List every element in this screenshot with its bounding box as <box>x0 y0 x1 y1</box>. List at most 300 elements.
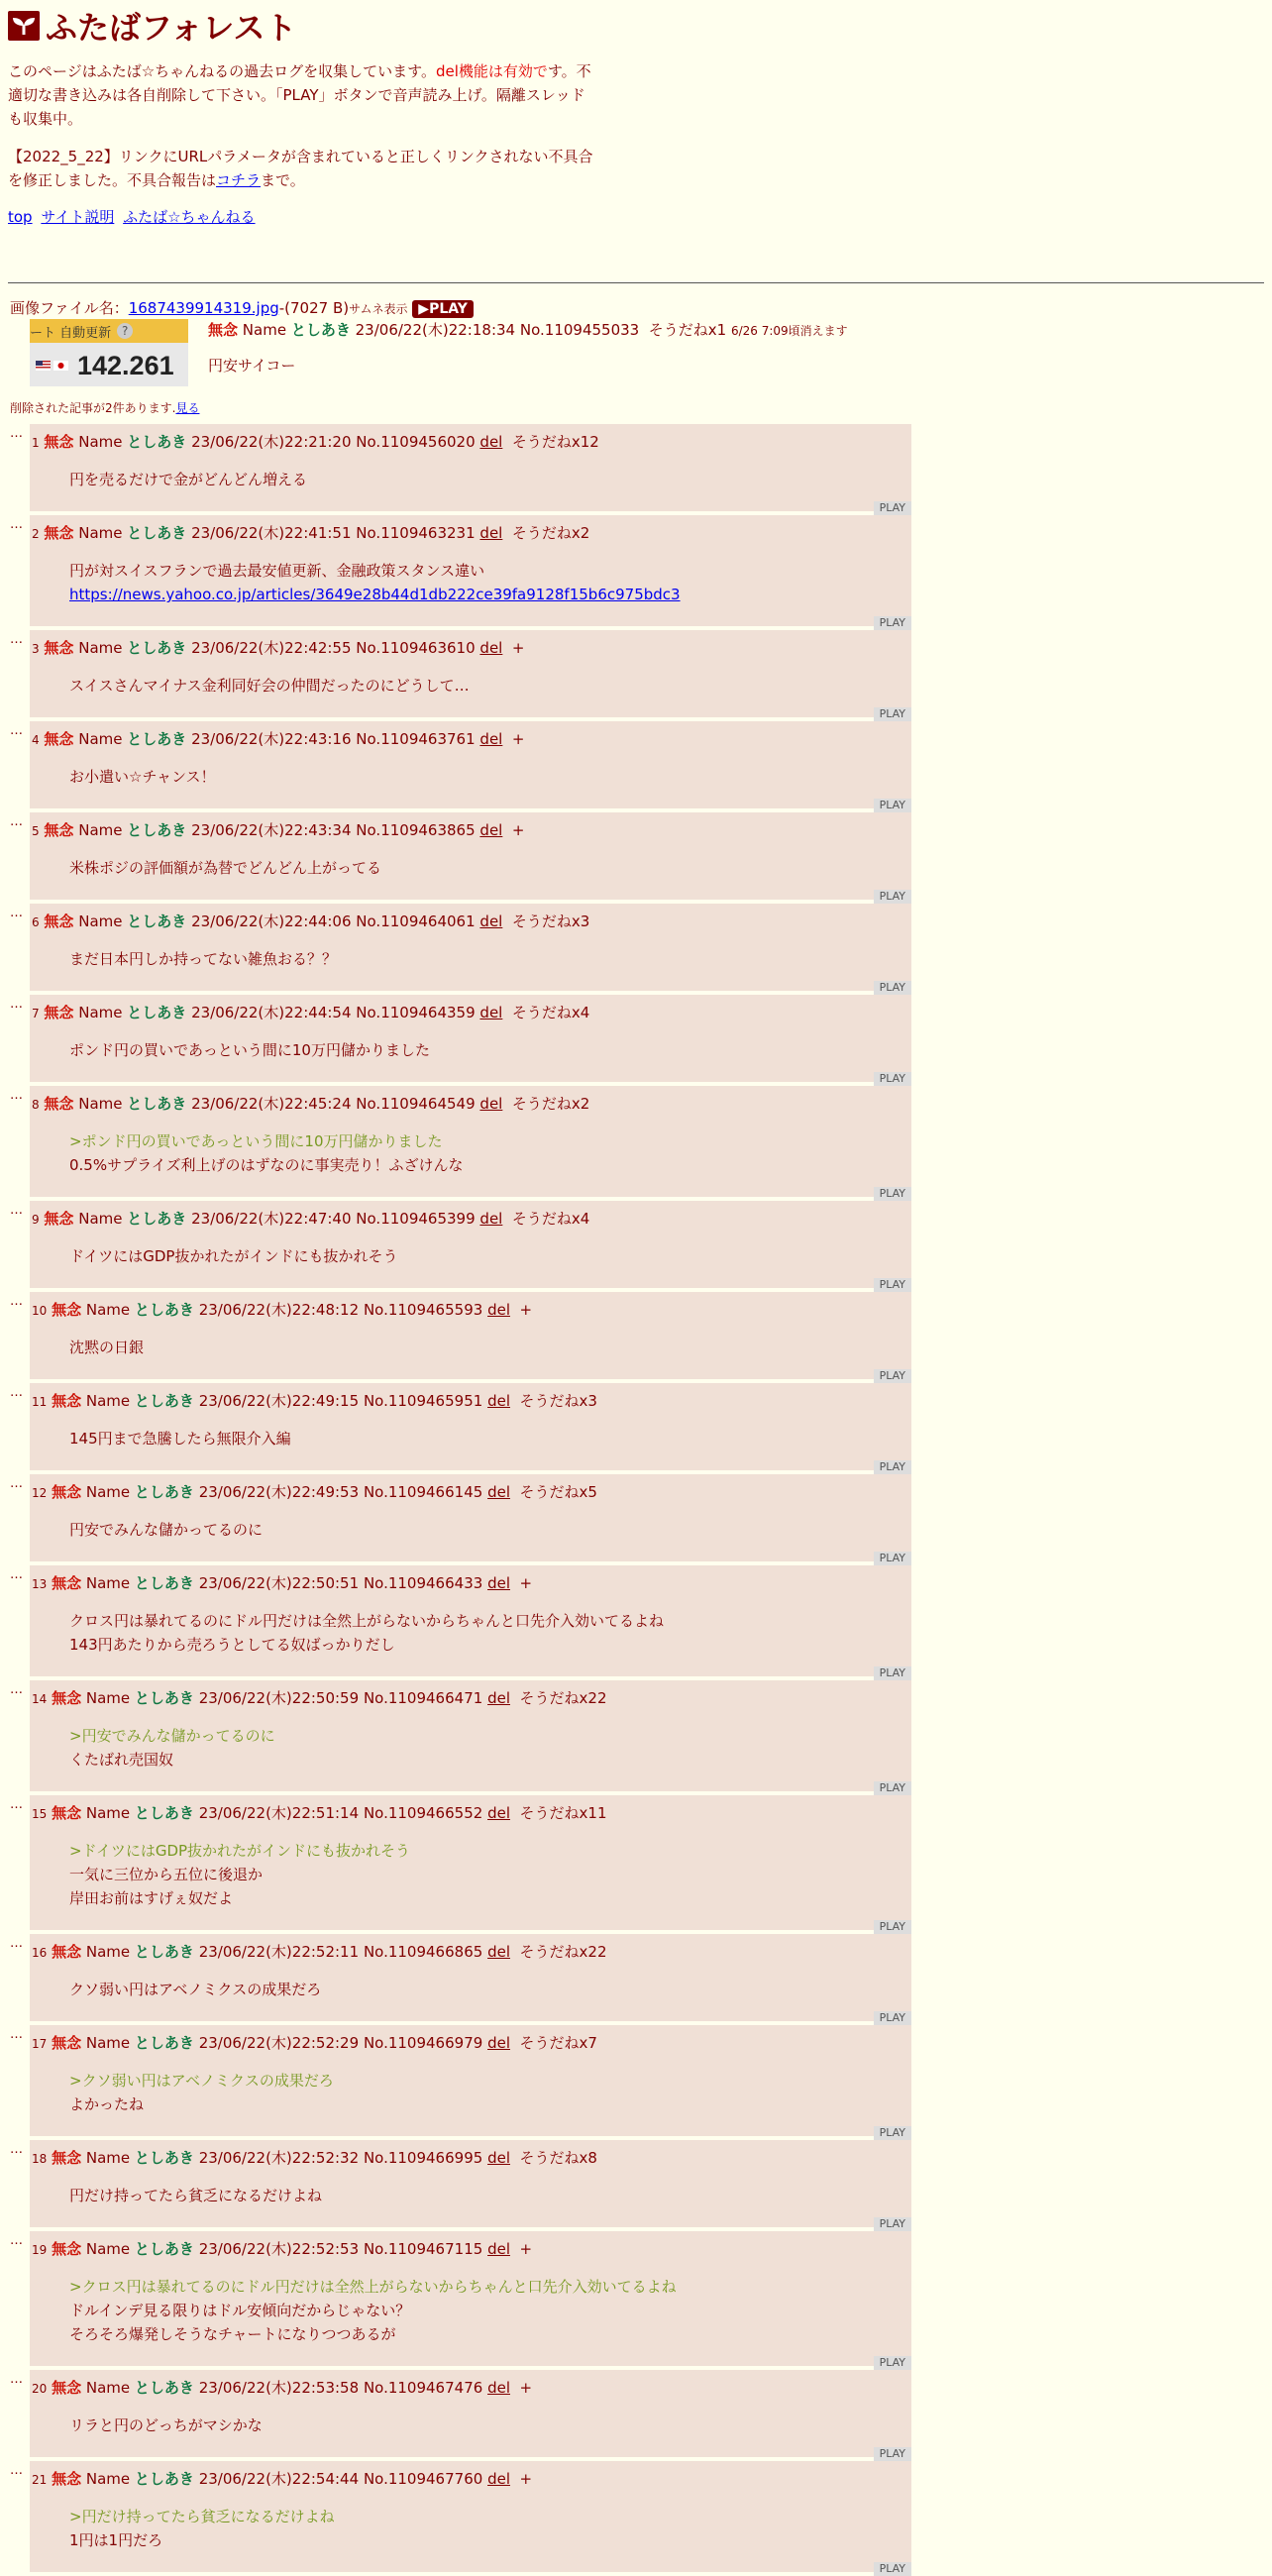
body-line: お小遣い☆チャンス！ <box>69 768 216 786</box>
reply-number: No.1109466865 <box>363 1943 483 1961</box>
sodane-button[interactable]: そうだねx8 <box>519 2149 597 2167</box>
del-link[interactable]: del <box>487 2379 510 2397</box>
reply-body <box>30 1709 911 1771</box>
reply-subject: 無念 <box>52 1943 82 1961</box>
reply-date: 23/06/22(木)22:54:44 <box>198 2470 360 2488</box>
body-line: スイスさんマイナス金利同好会の仲間だったのにどうして… <box>69 677 470 695</box>
reply-index: 1 <box>32 436 40 450</box>
body-line: ポンド円の買いであっという間に10万円儲かりました <box>69 1041 430 1059</box>
reply-play-row <box>30 1777 911 1794</box>
reply-number: No.1109467760 <box>363 2470 483 2488</box>
del-link[interactable]: del <box>479 1095 503 1113</box>
reply-name-label: Name <box>78 524 123 542</box>
del-link[interactable]: del <box>487 1574 510 1592</box>
play-button[interactable]: PLAY <box>874 1920 911 1934</box>
reply-name: としあき <box>127 730 187 748</box>
del-link[interactable]: del <box>479 433 503 451</box>
reply-header <box>30 912 911 932</box>
quote-line: >クソ弱い円はアベノミクスの成果だろ <box>69 2072 334 2090</box>
reply-play-row <box>30 2558 911 2575</box>
reply-subject: 無念 <box>52 2149 82 2167</box>
reply-subject: 無念 <box>52 1301 82 1319</box>
reply-menu-button[interactable]: … <box>10 517 23 532</box>
reply-header <box>30 2378 911 2399</box>
play-button[interactable]: PLAY <box>874 1781 911 1795</box>
reply-body <box>30 841 911 880</box>
reply-index: 8 <box>32 1098 40 1112</box>
reply-body <box>30 1824 911 1910</box>
reply-date: 23/06/22(木)22:52:29 <box>198 2034 360 2052</box>
reply-post <box>10 995 911 1085</box>
reply-date: 23/06/22(木)22:47:40 <box>191 1210 352 1228</box>
sodane-button[interactable]: そうだねx11 <box>519 1804 607 1822</box>
op-file-line <box>10 297 1272 317</box>
reply-body <box>30 1321 911 1359</box>
reply-menu-button[interactable]: … <box>10 1797 23 1812</box>
body-line: 沈黙の日銀 <box>69 1339 145 1356</box>
reply-date: 23/06/22(木)22:51:14 <box>198 1804 360 1822</box>
deleted-note <box>10 399 199 416</box>
reply-header <box>30 2148 911 2169</box>
play-button[interactable]: PLAY <box>874 616 911 630</box>
desc-text-a: このページはふたば☆ちゃんねるの過去ログを収集しています。 <box>8 62 436 80</box>
reply-play-row <box>30 2352 911 2369</box>
usdjpy-rate-widget <box>30 319 188 386</box>
desc-text-b: す。不適切な書き込みは各自削除して下さい。「PLAY」ボタンで音声読み上げ。隔離スレッドも収集中。 <box>8 62 591 128</box>
play-button[interactable]: PLAY <box>874 1187 911 1201</box>
reply-header <box>30 1942 911 1963</box>
desc-red-text: del機能は有効で <box>435 62 548 80</box>
play-button[interactable]: PLAY <box>874 707 911 721</box>
reply-date: 23/06/22(木)22:52:11 <box>198 1943 360 1961</box>
reply-subject: 無念 <box>52 2470 82 2488</box>
nav-top-link[interactable]: top <box>8 208 33 226</box>
reply-date: 23/06/22(木)22:50:51 <box>198 1574 360 1592</box>
play-button[interactable]: PLAY <box>874 1460 911 1474</box>
site-header <box>0 0 1272 227</box>
body-line: 岸田お前はすげぇ奴だよ <box>69 1889 234 1907</box>
reply-list <box>0 424 1272 2576</box>
reply-index: 21 <box>32 2473 48 2487</box>
del-link[interactable]: del <box>487 1689 510 1707</box>
reply-menu-button[interactable]: … <box>10 426 23 441</box>
reply-number: No.1109466552 <box>363 1804 483 1822</box>
sodane-button[interactable]: + <box>511 730 525 748</box>
reply-menu-button[interactable]: … <box>10 906 23 920</box>
reply-play-row <box>30 2213 911 2230</box>
reply-menu-button[interactable]: … <box>10 997 23 1012</box>
op-play-button[interactable]: ▶PLAY <box>412 300 474 318</box>
reply-header <box>30 523 911 544</box>
del-link[interactable]: del <box>487 1301 510 1319</box>
reply-index: 15 <box>32 1807 48 1821</box>
del-link[interactable]: del <box>479 912 503 930</box>
us-jp-flag-icon <box>36 358 69 376</box>
sodane-button[interactable]: そうだねx22 <box>519 1689 607 1707</box>
reply-name-label: Name <box>85 2034 131 2052</box>
reply-name: としあき <box>134 2470 194 2488</box>
sodane-button[interactable]: + <box>519 2379 533 2397</box>
play-button[interactable]: PLAY <box>874 1666 911 1680</box>
reply-date: 23/06/22(木)22:43:16 <box>191 730 352 748</box>
reply-name: としあき <box>134 2034 194 2052</box>
reply-index: 13 <box>32 1577 48 1591</box>
reply-header <box>30 729 911 750</box>
reply-header <box>30 2239 911 2260</box>
reply-play-row <box>30 2007 911 2024</box>
nav-futaba-link[interactable]: ふたば☆ちゃんねる <box>123 208 256 226</box>
body-line: 円が対スイスフランで過去最安値更新、金融政策スタンス違い <box>69 562 485 580</box>
body-line: クロス円は暴れてるのにドル円だけは全然上がらないからちゃんと口先介入効いてるよね <box>69 1612 665 1630</box>
reply-header <box>30 1300 911 1321</box>
quote-line: >ポンド円の買いであっという間に10万円儲かりました <box>69 1132 443 1150</box>
play-button[interactable]: PLAY <box>874 2011 911 2025</box>
reply-header <box>30 820 911 841</box>
del-link[interactable]: del <box>479 730 503 748</box>
reply-subject: 無念 <box>52 2240 82 2258</box>
reply-index: 12 <box>32 1486 48 1500</box>
reply-post <box>10 2370 911 2460</box>
reply-index: 4 <box>32 733 40 747</box>
reply-header <box>30 2033 911 2054</box>
del-link[interactable]: del <box>487 2149 510 2167</box>
thumb-toggle[interactable]: サムネ表示 <box>349 302 408 316</box>
play-button[interactable]: PLAY <box>874 1552 911 1565</box>
op-post <box>10 297 1272 380</box>
sodane-button[interactable]: そうだねx2 <box>511 1095 590 1113</box>
reply-body <box>30 932 911 971</box>
reply-date: 23/06/22(木)22:52:32 <box>198 2149 360 2167</box>
sodane-button[interactable]: そうだねx12 <box>511 433 599 451</box>
reply-name-label: Name <box>78 912 123 930</box>
reply-number: No.1109466979 <box>363 2034 483 2052</box>
sodane-button[interactable]: + <box>519 1301 533 1319</box>
reply-name-label: Name <box>85 1689 131 1707</box>
sodane-button[interactable]: そうだねx4 <box>511 1210 590 1228</box>
reply-date: 23/06/22(木)22:50:59 <box>198 1689 360 1707</box>
reply-name-label: Name <box>85 1301 131 1319</box>
reply-number: No.1109466995 <box>363 2149 483 2167</box>
reply-menu-button[interactable]: … <box>10 723 23 738</box>
reply-date: 23/06/22(木)22:48:12 <box>198 1301 360 1319</box>
play-button[interactable]: PLAY <box>874 2562 911 2576</box>
body-line: 円安でみんな儲かってるのに <box>69 1521 264 1539</box>
reply-post <box>10 1565 911 1679</box>
reply-index: 18 <box>32 2152 48 2166</box>
reply-header <box>30 432 911 453</box>
op-sodane[interactable]: そうだねx1 <box>648 321 727 339</box>
body-line: ドルインデ見る限りはドル安傾向だからじゃない？ <box>69 2302 411 2319</box>
reply-subject: 無念 <box>52 1392 82 1410</box>
reply-body <box>30 2169 911 2207</box>
reply-post <box>10 1934 911 2024</box>
del-link[interactable]: del <box>487 2240 510 2258</box>
reply-subject: 無念 <box>44 1210 74 1228</box>
reply-play-row <box>30 1365 911 1382</box>
reply-post <box>10 630 911 720</box>
op-name-label: Name <box>242 321 287 339</box>
reply-play-row <box>30 1456 911 1473</box>
reply-name-label: Name <box>85 1574 131 1592</box>
reply-menu-button[interactable]: … <box>10 1567 23 1582</box>
reply-number: No.1109465593 <box>363 1301 483 1319</box>
reply-menu-button[interactable]: … <box>10 2372 23 2387</box>
play-button[interactable]: PLAY <box>874 2217 911 2231</box>
reply-post <box>10 1086 911 1200</box>
reply-menu-button[interactable]: … <box>10 2027 23 2042</box>
reply-body <box>30 1503 911 1542</box>
op-date: 23/06/22(木)22:18:34 <box>355 321 516 339</box>
play-button[interactable]: PLAY <box>874 1278 911 1292</box>
reply-index: 20 <box>32 2382 48 2396</box>
reply-play-row <box>30 612 911 629</box>
show-deleted-link[interactable]: 見る <box>175 401 200 415</box>
reply-body <box>30 2260 911 2346</box>
play-button[interactable]: PLAY <box>874 1369 911 1383</box>
top-nav <box>8 206 1264 227</box>
reply-menu-button[interactable]: … <box>10 2463 23 2478</box>
help-icon[interactable]: ? <box>117 323 133 339</box>
reply-name-label: Name <box>78 639 123 657</box>
play-button[interactable]: PLAY <box>874 2126 911 2140</box>
sodane-button[interactable]: そうだねx22 <box>519 1943 607 1961</box>
reply-name: としあき <box>127 912 187 930</box>
reply-play-row <box>30 1548 911 1564</box>
reply-header <box>30 1482 911 1503</box>
sodane-button[interactable]: + <box>511 639 525 657</box>
play-button[interactable]: PLAY <box>874 799 911 812</box>
sodane-button[interactable]: + <box>519 1574 533 1592</box>
sodane-button[interactable]: そうだねx4 <box>511 1004 590 1021</box>
reply-menu-button[interactable]: … <box>10 1088 23 1103</box>
play-button[interactable]: PLAY <box>874 890 911 904</box>
quote-line: >円安でみんな儲かってるのに <box>69 1727 275 1745</box>
reply-date: 23/06/22(木)22:49:53 <box>198 1483 360 1501</box>
body-line: 145円まで急騰したら無限介入編 <box>69 1430 291 1448</box>
play-button[interactable]: PLAY <box>874 2356 911 2370</box>
reply-index: 11 <box>32 1395 48 1409</box>
del-link[interactable]: del <box>487 1804 510 1822</box>
reply-date: 23/06/22(木)22:53:58 <box>198 2379 360 2397</box>
header-divider <box>8 282 1264 283</box>
reply-number: No.1109466471 <box>363 1689 483 1707</box>
reply-play-row <box>30 1183 911 1200</box>
reply-number: No.1109464359 <box>356 1004 476 1021</box>
reply-date: 23/06/22(木)22:41:51 <box>191 524 352 542</box>
notice-text-b: まで。 <box>261 171 305 189</box>
reply-body <box>30 750 911 789</box>
op-header <box>208 319 848 340</box>
reply-name-label: Name <box>85 1804 131 1822</box>
reply-body <box>30 1230 911 1268</box>
reply-menu-button[interactable]: … <box>10 2142 23 2157</box>
reply-menu-button[interactable]: … <box>10 1294 23 1309</box>
body-line: そろそろ爆発しそうなチャートになりつつあるが <box>69 2325 396 2343</box>
reply-name-label: Name <box>78 730 123 748</box>
del-link[interactable]: del <box>487 1392 510 1410</box>
sodane-button[interactable]: + <box>511 821 525 839</box>
reply-post <box>10 1795 911 1933</box>
reply-name: としあき <box>127 821 187 839</box>
reply-post <box>10 1474 911 1564</box>
sodane-button[interactable]: + <box>519 2470 533 2488</box>
reply-header <box>30 2469 911 2490</box>
reply-number: No.1109464061 <box>356 912 476 930</box>
reply-index: 6 <box>32 915 40 929</box>
reply-subject: 無念 <box>52 1689 82 1707</box>
sodane-button[interactable]: そうだねx7 <box>519 2034 597 2052</box>
reply-index: 10 <box>32 1304 48 1318</box>
body-line: 米株ポジの評価額が為替でどんどん上がってる <box>69 859 382 877</box>
reply-body <box>30 453 911 491</box>
external-link[interactable]: https://news.yahoo.co.jp/articles/3649e28b44d1db222ce39fa9128f15b6c975bdc3 <box>69 586 681 603</box>
play-button[interactable]: PLAY <box>874 981 911 995</box>
body-line: 一気に三位から五位に後退か <box>69 1866 264 1883</box>
reply-date: 23/06/22(木)22:42:55 <box>191 639 352 657</box>
reply-name: としあき <box>134 2240 194 2258</box>
reply-body <box>30 1115 911 1177</box>
reply-subject: 無念 <box>52 1483 82 1501</box>
reply-number: No.1109463865 <box>356 821 476 839</box>
reply-date: 23/06/22(木)22:21:20 <box>191 433 352 451</box>
reply-number: No.1109465951 <box>363 1392 483 1410</box>
sodane-button[interactable]: そうだねx3 <box>511 912 590 930</box>
del-link[interactable]: del <box>479 1210 503 1228</box>
reply-subject: 無念 <box>52 1804 82 1822</box>
reply-name-label: Name <box>85 1943 131 1961</box>
reply-number: No.1109463610 <box>356 639 476 657</box>
body-line: まだ日本円しか持ってない雑魚おる？？ <box>69 950 338 968</box>
reply-play-row <box>30 2443 911 2460</box>
sodane-button[interactable]: そうだねx5 <box>519 1483 597 1501</box>
reply-subject: 無念 <box>44 524 74 542</box>
site-title-text: ふたばフォレスト <box>46 9 297 47</box>
reply-index: 3 <box>32 642 40 656</box>
play-button[interactable]: PLAY <box>874 2447 911 2461</box>
reply-name: としあき <box>134 1574 194 1592</box>
reply-menu-button[interactable]: … <box>10 814 23 829</box>
reply-menu-button[interactable]: … <box>10 2233 23 2248</box>
reply-name: としあき <box>134 1943 194 1961</box>
del-link[interactable]: del <box>479 821 503 839</box>
bug-report-link[interactable]: コチラ <box>216 171 262 189</box>
play-button[interactable]: PLAY <box>874 1072 911 1086</box>
reply-play-row <box>30 703 911 720</box>
reply-number: No.1109463761 <box>356 730 476 748</box>
reply-name: としあき <box>134 2149 194 2167</box>
reply-body <box>30 1594 911 1657</box>
reply-play-row <box>30 497 911 514</box>
reply-body <box>30 1412 911 1450</box>
reply-header <box>30 1573 911 1594</box>
reply-name-label: Name <box>85 2470 131 2488</box>
site-description <box>8 59 597 131</box>
reply-header <box>30 638 911 659</box>
del-link[interactable]: del <box>487 1483 510 1501</box>
reply-post <box>10 424 911 514</box>
reply-index: 14 <box>32 1692 48 1706</box>
body-line: リラと円のどっちがマシかな <box>69 2416 263 2434</box>
reply-menu-button[interactable]: … <box>10 1682 23 1697</box>
reply-header <box>30 1209 911 1230</box>
reply-subject: 無念 <box>52 2034 82 2052</box>
reply-number: No.1109464549 <box>356 1095 476 1113</box>
reply-index: 7 <box>32 1007 40 1020</box>
site-title <box>8 6 1264 46</box>
reply-play-row <box>30 886 911 903</box>
reply-subject: 無念 <box>44 821 74 839</box>
reply-post <box>10 904 911 994</box>
reply-menu-button[interactable]: … <box>10 1476 23 1491</box>
reply-date: 23/06/22(木)22:43:34 <box>191 821 352 839</box>
reply-menu-button[interactable]: … <box>10 1936 23 1951</box>
reply-date: 23/06/22(木)22:45:24 <box>191 1095 352 1113</box>
reply-date: 23/06/22(木)22:49:15 <box>198 1392 360 1410</box>
reply-name-label: Name <box>78 433 123 451</box>
file-size: -(7027 B) <box>278 299 350 317</box>
del-link[interactable]: del <box>487 2470 510 2488</box>
nav-about-link[interactable]: サイト説明 <box>41 208 115 226</box>
reply-subject: 無念 <box>44 912 74 930</box>
op-body: 円安サイコー <box>208 357 296 375</box>
reply-name: としあき <box>127 433 187 451</box>
reply-post <box>10 1292 911 1382</box>
reply-post <box>10 515 911 629</box>
widget-header <box>30 319 188 343</box>
del-link[interactable]: del <box>487 1943 510 1961</box>
sodane-button[interactable]: そうだねx2 <box>511 524 590 542</box>
reply-index: 16 <box>32 1946 48 1960</box>
reply-date: 23/06/22(木)22:52:53 <box>198 2240 360 2258</box>
del-link[interactable]: del <box>487 2034 510 2052</box>
reply-subject: 無念 <box>52 1574 82 1592</box>
quote-line: >クロス円は暴れてるのにドル円だけは全然上がらないからちゃんと口先介入効いてるよね <box>69 2278 677 2296</box>
op-image-link[interactable]: 1687439914319.jpg <box>128 299 279 317</box>
body-line: クソ弱い円はアベノミクスの成果だろ <box>69 1981 322 1998</box>
reply-number: No.1109466145 <box>363 1483 483 1501</box>
reply-subject: 無念 <box>52 2379 82 2397</box>
reply-name-label: Name <box>85 1483 131 1501</box>
body-line: 143円あたりから売ろうとしてる奴ばっかりだし <box>69 1636 395 1654</box>
reply-post <box>10 721 911 811</box>
reply-play-row <box>30 977 911 994</box>
reply-date: 23/06/22(木)22:44:54 <box>191 1004 352 1021</box>
del-link[interactable]: del <box>479 1004 503 1021</box>
sodane-button[interactable]: + <box>519 2240 533 2258</box>
del-link[interactable]: del <box>479 639 503 657</box>
body-line: ドイツにはGDP抜かれたがインドにも抜かれそう <box>69 1247 398 1265</box>
del-link[interactable]: del <box>479 524 503 542</box>
play-button[interactable]: PLAY <box>874 501 911 515</box>
reply-menu-button[interactable]: … <box>10 632 23 647</box>
reply-play-row <box>30 795 911 811</box>
reply-menu-button[interactable]: … <box>10 1385 23 1400</box>
body-line: 1円は1円だろ <box>69 2531 163 2549</box>
op-subject: 無念 <box>208 321 239 339</box>
reply-play-row <box>30 1068 911 1085</box>
reply-number: No.1109463231 <box>356 524 476 542</box>
reply-name: としあき <box>134 2379 194 2397</box>
reply-post <box>10 812 911 903</box>
reply-name: としあき <box>134 1301 194 1319</box>
reply-number: No.1109466433 <box>363 1574 483 1592</box>
site-notice <box>8 145 597 192</box>
reply-body <box>30 659 911 698</box>
reply-menu-button[interactable]: … <box>10 1203 23 1218</box>
widget-title: ート 自動更新 <box>30 325 112 341</box>
sodane-button[interactable]: そうだねx3 <box>519 1392 597 1410</box>
reply-post <box>10 1680 911 1794</box>
